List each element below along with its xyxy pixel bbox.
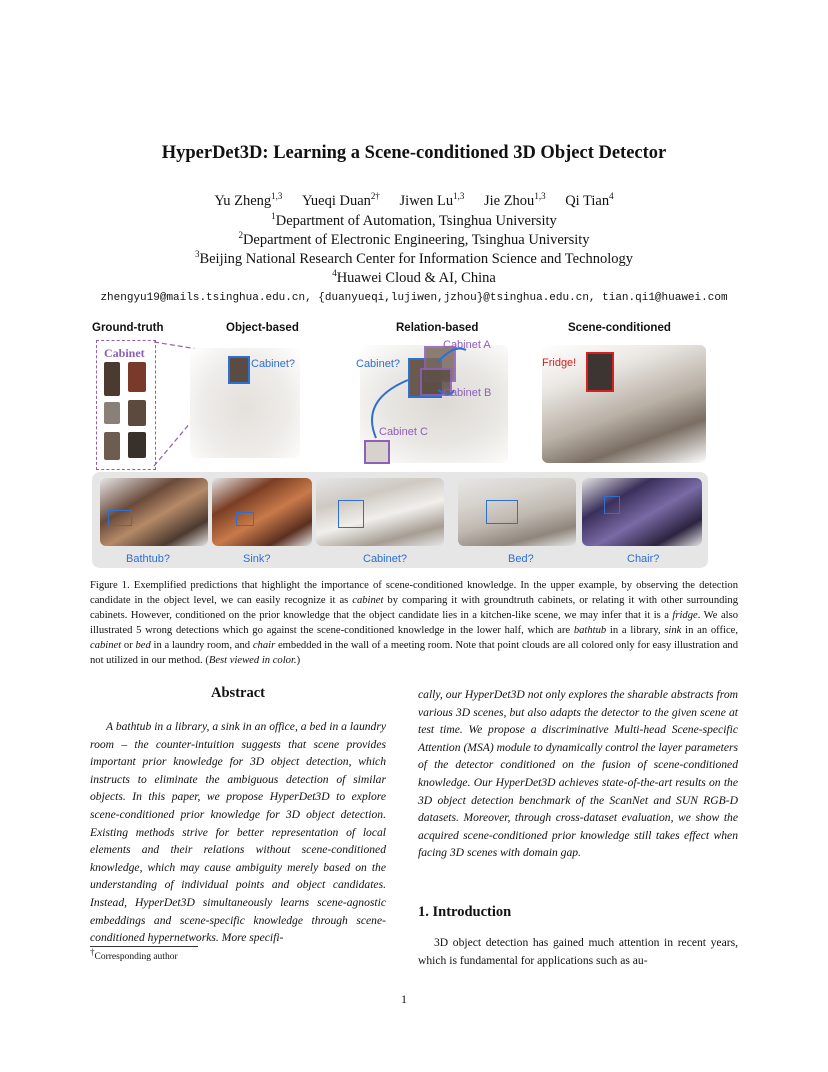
author: Yu Zheng$^{1,3}$ <box>214 191 283 209</box>
laundry-scene-a <box>316 478 444 546</box>
affiliation: $^4$Huawei Cloud & AI, China <box>332 268 496 286</box>
cabinet-c-label: Cabinet C <box>379 426 428 438</box>
office-scene <box>212 478 312 546</box>
affiliation: $^2$Department of Electronic Engineering, Tsinghua University <box>238 230 590 248</box>
fig-header-object-based: Object-based <box>226 322 299 334</box>
fig-header-scene-conditioned: Scene-conditioned <box>568 322 671 334</box>
cabinet-label: Cabinet? <box>363 553 408 565</box>
author: Jie Zhou$^{1,3}$ <box>483 191 546 209</box>
affiliation: $^1$Department of Automation, Tsinghua University <box>271 211 557 229</box>
sink-label: Sink? <box>243 553 271 565</box>
figure-caption: Figure 1. Exemplified predictions that highlight the importance of scene-conditioned knowledge. In the upper example, by observing the detection candidate in the object level, we can easily recognize it as cabinet by comparing it with groundtruth cabinets, or relating it with other surrounding cabinets. However, conditioned on the prior knowledge that the object candidate lies in a kitchen-like scene, we may infer that it is a fridge. We also illustrated 5 wrong detections which go against the scene-conditioned knowledge in the lower half, which are bathtub in a library, sink in an office, cabinet or bed in a laundry room, and chair embedded in the wall of a meeting room. Note that point clouds are all colored only for easy illustration and not utilized in our method. (Best viewed in color.) <box>90 580 739 666</box>
page-number: 1 <box>401 992 407 1006</box>
relation-query-label: Cabinet? <box>356 358 401 370</box>
footnote-rule <box>90 946 198 947</box>
bed-detection-box <box>486 500 518 524</box>
sink-detection-box <box>236 512 254 526</box>
author: Jiwen Lu$^{1,3}$ <box>399 191 465 209</box>
author: Yueqi Duan$^{2\dagger}$ <box>302 191 380 209</box>
bed-label: Bed? <box>508 553 534 565</box>
affiliation: $^3$Beijing National Research Center for Information Science and Technology <box>194 249 634 267</box>
chair-label: Chair? <box>627 553 660 565</box>
author-emails: zhengyu19@mails.tsinghua.edu.cn, {duanyueqi,lujiwen,jzhou}@tsinghua.edu.cn, tian.qi1@huawei.com <box>100 292 728 304</box>
chair-detection-box <box>604 496 620 514</box>
cabinet-b-label: Cabinet B <box>443 387 492 399</box>
abstract-text-left: A bathtub in a library, a sink in an office, a bed in a laundry room – the counter-intuition suggests that scene provides important prior knowledge for 3D object detection, which instructs to eliminate the ambiguous detection of similar objects. In this paper, we propose HyperDet3D to explore scene-conditioned prior knowledge for 3D object detection. Existing methods strive for better representation of local elements and their relations without scene-conditioned knowledge, which may cause ambiguity merely based on the understanding of individual points and object candidates. Instead, HyperDet3D simultaneously learns scene-agnostic embeddings and scene-specific knowledge through scene-conditioned hypernetworks. More specifi- <box>90 720 386 945</box>
meeting-room-scene <box>582 478 702 546</box>
bathtub-label: Bathtub? <box>126 553 171 565</box>
cabinet-a-label: Cabinet A <box>443 339 491 351</box>
fig-header-relation-based: Relation-based <box>396 322 479 334</box>
bathtub-detection-box <box>108 510 132 526</box>
gt-cabinet-thumb <box>104 432 120 460</box>
paper-title: HyperDet3D: Learning a Scene-conditioned 3D Object Detector <box>161 143 667 163</box>
gt-cabinet-thumb <box>128 362 146 392</box>
fridge-candidate-box <box>586 352 614 392</box>
ground-truth-label: Cabinet <box>104 346 145 360</box>
object-candidate-box <box>228 356 250 384</box>
fig-header-ground-truth: Ground-truth <box>92 322 164 334</box>
gt-cabinet-thumb <box>104 362 120 396</box>
author-list <box>0 193 828 210</box>
gt-cabinet-thumb <box>128 400 146 426</box>
abstract-text-right: cally, our HyperDet3D not only explores the sharable abstracts from various 3D scenes, but also adapts the detector to the given scene at test time. We propose a discriminative Multi-head Scene-specific Attention (MSA) module to dynamically control the layer parameters of the detector conditioned on the fusion of scene-conditioned knowledge. Our HyperDet3D achieves state-of-the-art results on the 3D object detection benchmark of the ScanNet and SUN RGB-D datasets. Moreover, through cross-dataset evaluation, we show the acquired scene-conditioned prior knowledge still takes effect when facing 3D scenes with domain gap. <box>418 688 738 860</box>
introduction-heading: 1. Introduction <box>418 904 512 920</box>
cabinet-detection-box <box>338 500 364 528</box>
scene-conditioned-label: Fridge! <box>542 357 577 369</box>
gt-cabinet-thumb <box>128 432 146 458</box>
footnote: †Corresponding author <box>90 947 178 963</box>
gt-cabinet-thumb <box>104 402 120 424</box>
abstract-heading: Abstract <box>211 685 265 701</box>
object-based-label: Cabinet? <box>251 358 296 370</box>
author: Qi Tian$^4$ <box>565 191 614 209</box>
introduction-text: 3D object detection has gained much attention in recent years, which is fundamental for applications such as au- <box>418 936 738 967</box>
